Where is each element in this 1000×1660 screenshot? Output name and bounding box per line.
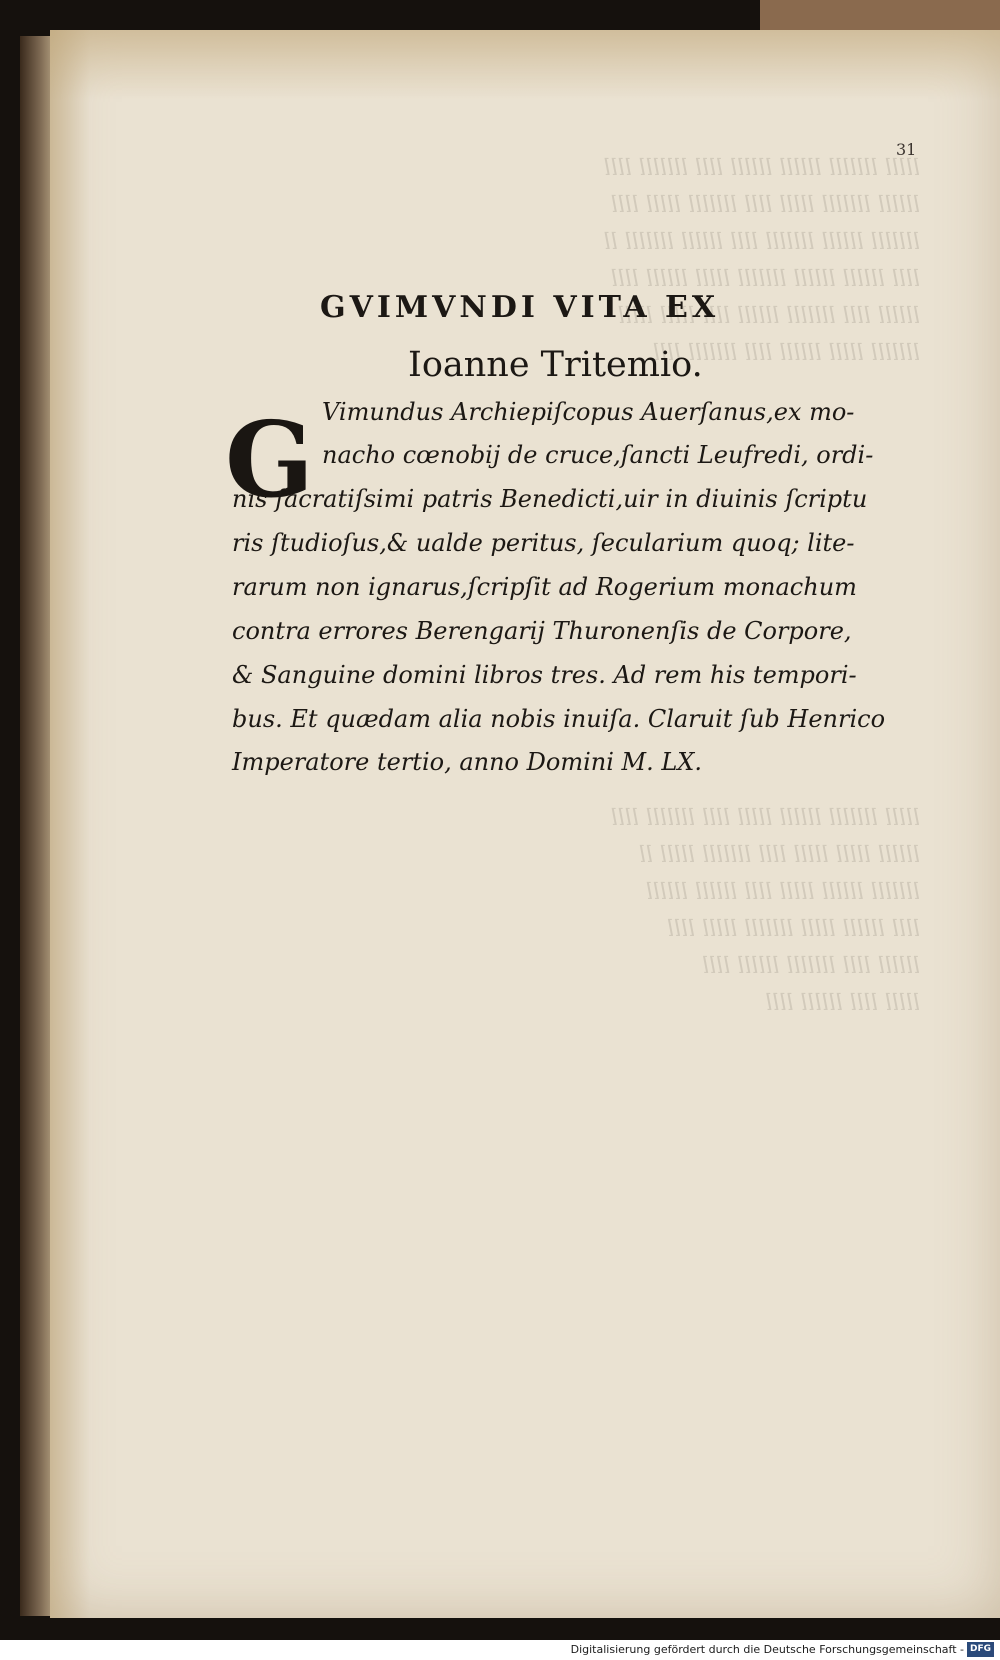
bleed-through-lower: lllll lllllll llllll lllll llll lllllll llll llllll lllll lllll llll lllllll lllll ll lllllll llllll lllll llll llllll llllll llll llllll lllll lllllll lllll llll llllll llll lllllll llllll llll lllll llll llllll llll [610,806,920,1016]
body-line: Vimundus Archiepiſcopus Auerſanus,ex mo- [322,398,855,426]
body-line: bus. Et quædam alia nobis inuiſa. Claruit ſub Henrico [232,705,886,733]
body-line: ris ſtudioſus,& ualde peritus, ſecularium quoq; lite- [232,529,855,557]
page-stain-left [50,30,90,1618]
decorated-initial: G [225,398,314,521]
body-line: nis ſacratiſsimi patris Benedicti,uir in diuinis ſcriptu [232,485,868,513]
page-number: 31 [896,140,917,159]
heading-subtitle: Ioanne Tritemio. [408,345,703,385]
body-line: contra errores Berengarij Thuronenſis de Corpore, [232,617,852,645]
dfg-logo: DFG [967,1642,994,1657]
bleed-through-upper: lllll lllllll llllll llllll llll lllllll llll llllll lllllll lllll llll lllllll lllll llll lllllll llllll lllllll llll llllll lllllll ll llll llllll llllll lllllll lllll llllll llll llllll llll lllllll llllll llll lllll lllll lllllll lllll llllll llll lllllll llll [603,156,920,366]
body-line: rarum non ignarus,ſcripſit ad Rogerium monachum [232,573,857,601]
page-stain-top [50,30,1000,100]
background-table-surface [760,0,1000,30]
body-line: Imperatore tertio, anno Domini M. LX. [232,748,703,776]
funding-credit: Digitalisierung gefördert durch die Deutsche Forschungsgemeinschaft - [570,1643,964,1656]
body-line: nacho cœnobij de cruce,ſancti Leufredi, ordi- [322,441,874,469]
heading-title: GVIMVNDI VITA EX [320,290,720,325]
body-line: & Sanguine domini libros tres. Ad rem his tempori- [232,661,857,689]
